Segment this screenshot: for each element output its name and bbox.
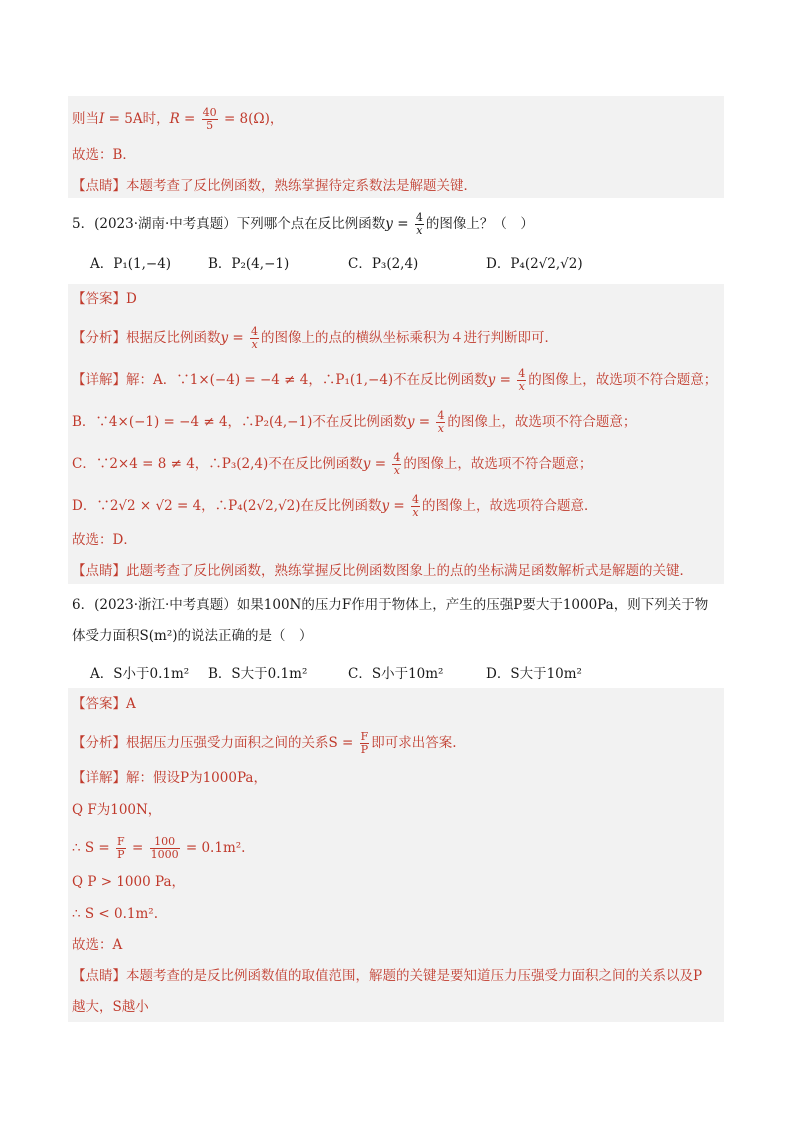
question-6-stem-1: 6．(2023·浙江·中考真题）如果100N的压力F作用于物体上，产生的压强P要大于1000Pa，则下列关于物 [72, 597, 709, 613]
question-5-stem: 5．(2023·湖南·中考真题）下列哪个点在反比例函数y = $\frac{4}{x}$ 的图像上？（ ） [72, 211, 534, 237]
calc-line: 则当I = 5A时，R = $\frac{40}{5}$ = 8(Ω)， [72, 106, 284, 132]
q5-detail-c: C．∵2×4 = 8 ≠ 4，∴P₃(2,4)不在反比例函数y = $\frac{4}{x}$ 的图像上，故选项不符合题意； [72, 451, 593, 477]
q6-answer: 【答案】A [72, 696, 136, 712]
q6-option-b: B．S大于0.1m² [208, 666, 308, 682]
q6-analysis: 【分析】根据压力压强受力面积之间的关系S = $\frac{F}{P}$ 即可求出答案. [72, 730, 457, 756]
q5-analysis: 【分析】根据反比例函数y = $\frac{4}{x}$ 的图像上的点的横纵坐标乘积为４进行判断即可． [72, 325, 559, 351]
q5-detail-d: D．∵2√2 × √2 = 4，∴P₄(2√2,√2)在反比例函数y = $\frac{4}{x}$ 的图像上，故选项符合题意． [72, 493, 598, 519]
q6-final-answer: 故选：A [72, 937, 123, 953]
q6-option-d: D．S大于10m² [486, 666, 582, 682]
answer-line: 故选：B． [72, 147, 136, 163]
q6-comment-1: 【点睛】本题考查的是反比例函数值的取值范围，解题的关键是要知道压力压强受力面积之间的关系以及P [72, 968, 703, 984]
comment-line: 【点睛】本题考查了反比例函数，熟练掌握待定系数法是解题关键． [72, 178, 477, 194]
q6-option-c: C．S小于10m² [348, 666, 444, 682]
q6-comment-2: 越大，S越小 [72, 999, 149, 1015]
q6-option-a: A．S小于0.1m² [90, 666, 190, 682]
q5-final-answer: 故选：D． [72, 532, 137, 548]
q6-detail-3: ∴ S = $\frac{F}{P}$ = $\frac{100}{1000}$ = 0.1m². [72, 835, 246, 861]
q5-detail-a: 【详解】解：A．∵1×(−4) = −4 ≠ 4，∴P₁(1,−4)不在反比例函数y = $\frac{4}{x}$ 的图像上，故选项不符合题意； [72, 367, 718, 393]
q6-detail-2: Q F为100N， [72, 802, 162, 818]
q5-option-b: B．P₂(4,−1) [208, 256, 290, 272]
q5-answer: 【答案】D [72, 291, 137, 307]
q5-comment: 【点睛】此题考查了反比例函数，熟练掌握反比例函数图象上的点的坐标满足函数解析式是解题的关键． [72, 563, 693, 579]
q5-option-d: D．P₄(2√2,√2) [486, 256, 583, 272]
q5-option-c: C．P₃(2,4) [348, 256, 419, 272]
q6-detail-4: Q P > 1000 Pa， [72, 874, 186, 890]
question-6-stem-2: 体受力面积S(m²)的说法正确的是（ ） [72, 628, 313, 644]
q5-option-a: A．P₁(1,−4) [90, 256, 172, 272]
q6-detail-1: 【详解】解：假设P为1000Pa， [72, 770, 267, 786]
q5-detail-b: B．∵4×(−1) = −4 ≠ 4，∴P₂(4,−1)不在反比例函数y = $\frac{4}{x}$ 的图像上，故选项不符合题意； [72, 409, 637, 435]
q6-detail-5: ∴ S < 0.1m². [72, 906, 158, 922]
